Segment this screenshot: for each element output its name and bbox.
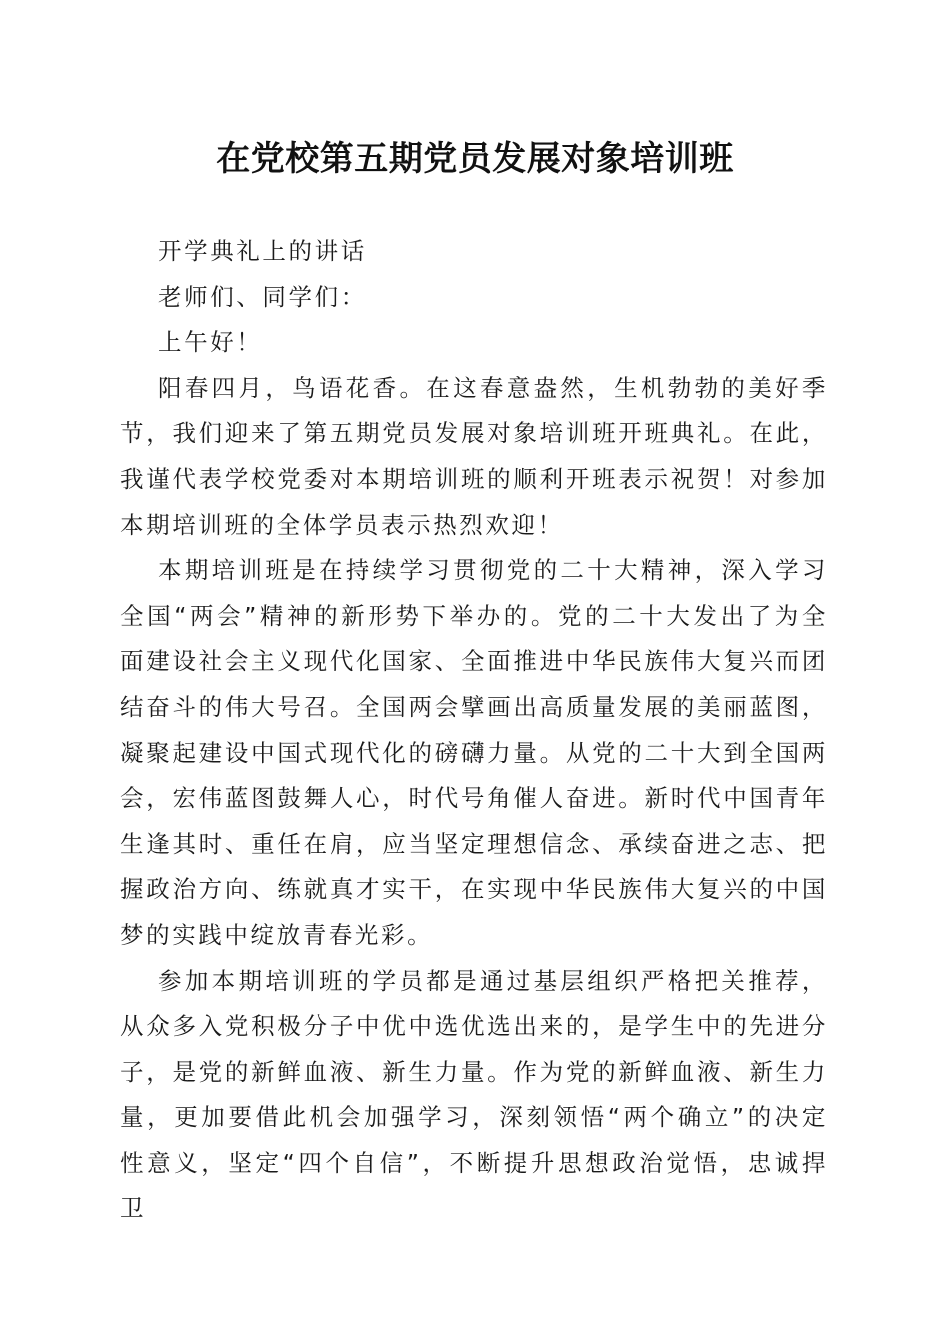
document-title: 在党校第五期党员发展对象培训班 <box>216 139 734 179</box>
paragraph-background: 本期培训班是在持续学习贯彻党的二十大精神，深入学习全国“两会”精神的新形势下举办的。党的二十大发出了为全面建设社会主义现代化国家、全面推进中华民族伟大复兴而团结奋斗的伟大号召。全国两会擘画出高质量发展的美丽蓝图，凝聚起建设中国式现代化的磅礴力量。从党的二十大到全国两会，宏伟蓝图鼓舞人心，时代号角催人奋进。新时代中国青年生逢其时、重任在肩，应当坚定理想信念、承续奋进之志、把握政治方向、练就真才实干，在实现中华民族伟大复兴的中国梦的实践中绽放青春光彩。 <box>120 556 828 949</box>
salutation: 老师们、同学们： <box>158 282 367 311</box>
subtitle-line: 开学典礼上的讲话 <box>158 237 367 265</box>
document-body <box>120 229 828 1232</box>
paragraph-opening: 阳春四月，鸟语花香。在这春意盎然，生机勃勃的美好季节，我们迎来了第五期党员发展对象培训班开班典礼。在此，我谨代表学校党委对本期培训班的顺利开班表示祝贺！对参加本期培训班的全体学员表示热烈欢迎！ <box>120 373 828 539</box>
greeting: 上午好！ <box>158 328 263 357</box>
paragraph-students: 参加本期培训班的学员都是通过基层组织严格把关推荐，从众多入党积极分子中优中选优选出来的，是学生中的先进分子，是党的新鲜血液、新生力量。作为党的新鲜血液、新生力量，更加要借此机会加强学习，深刻领悟“两个确立”的决定性意义，坚定“四个自信”，不断提升思想政治觉悟，忠诚捍卫 <box>120 966 828 1223</box>
